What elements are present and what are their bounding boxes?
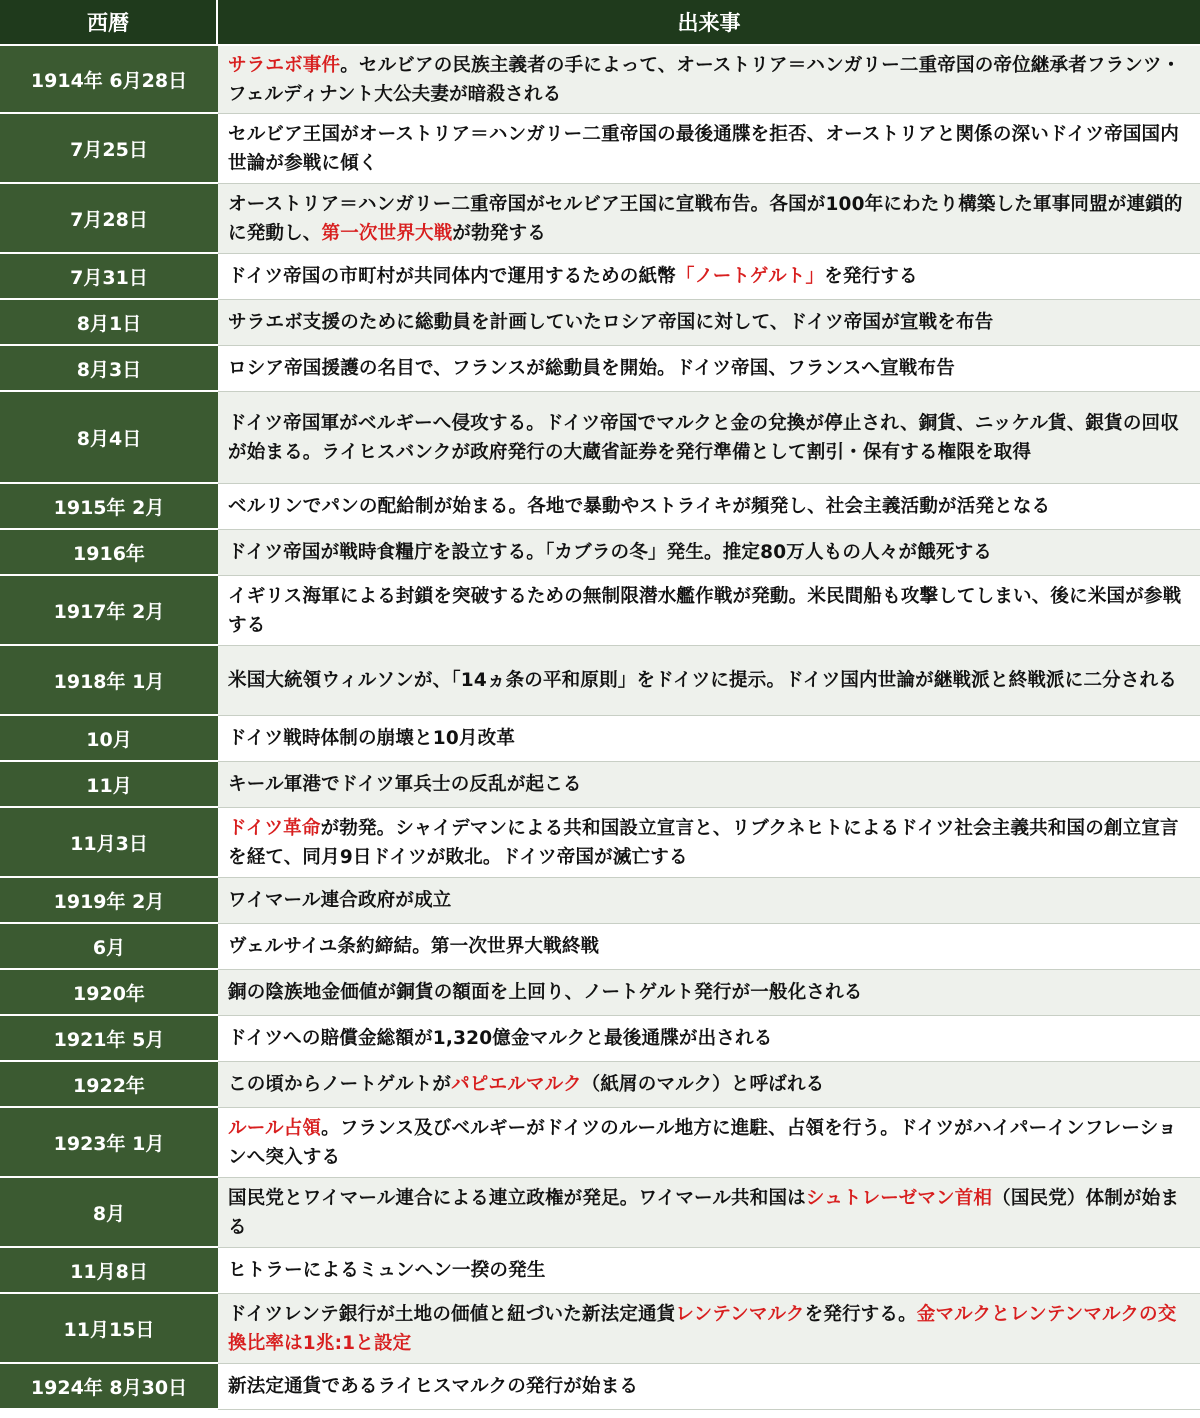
- row-date: 1922年: [0, 1062, 218, 1108]
- highlight-term: パピエルマルク: [451, 1074, 582, 1095]
- row-date: 11月8日: [0, 1248, 218, 1294]
- header-event: 出来事: [218, 0, 1200, 46]
- event-segment: ベルリンでパンの配給制が始まる。各地で暴動やストライキが頻発し、社会主義活動が活発となる: [228, 496, 1051, 517]
- event-text: [228, 308, 993, 337]
- row-date: 1923年 1月: [0, 1108, 218, 1178]
- row-event: [218, 1108, 1200, 1178]
- event-segment: オーストリア＝ハンガリー二重帝国がセルビア王国に宣戦布告。各国が100年にわたり構築した軍事同盟が連鎖的に発動し、: [228, 193, 1183, 244]
- event-segment: ドイツ帝国が戦時食糧庁を設立する。「カブラの冬」発生。推定80万人もの人々が餓死する: [228, 542, 992, 563]
- header-year: 西暦: [0, 0, 218, 46]
- row-date: 7月25日: [0, 114, 218, 184]
- row-event: [218, 924, 1200, 970]
- event-text: [228, 190, 1194, 248]
- event-text: [228, 120, 1194, 178]
- row-event: [218, 878, 1200, 924]
- event-text: [228, 770, 582, 799]
- highlight-term: レンテンマルク: [675, 1303, 805, 1325]
- row-event: [218, 300, 1200, 346]
- event-segment: 米国大統領ウィルソンが、「14ヵ条の平和原則」をドイツに提示。ドイツ国内世論が継戦派と終戦派に二分される: [228, 670, 1177, 691]
- event-segment: ヴェルサイユ条約締結。第一次世界大戦終戦: [228, 936, 600, 957]
- event-text: [228, 1184, 1194, 1242]
- event-text: [228, 492, 1050, 521]
- highlight-term: ドイツ革命: [228, 817, 321, 839]
- event-segment: この頃からノートゲルトが: [228, 1074, 452, 1095]
- row-event: [218, 716, 1200, 762]
- row-event: [218, 254, 1200, 300]
- row-date: 1920年: [0, 970, 218, 1016]
- event-segment: を発行する: [824, 266, 918, 287]
- event-text: [228, 1256, 546, 1285]
- event-text: [228, 1070, 824, 1099]
- event-segment: が勃発する: [452, 222, 546, 244]
- row-event: [218, 762, 1200, 808]
- event-text: [228, 1024, 772, 1053]
- row-event: [218, 1016, 1200, 1062]
- event-text: [228, 51, 1194, 109]
- event-segment: ドイツ帝国軍がベルギーへ侵攻する。ドイツ帝国でマルクと金の兌換が停止され、銅貨、ニッケル貨、銀貨の回収が始まる。ライヒスバンクが政府発行の大蔵省証券を発行準備として割引・保有する権限を取得: [228, 412, 1179, 463]
- row-date: 1917年 2月: [0, 576, 218, 646]
- row-date: 8月: [0, 1178, 218, 1248]
- event-text: [228, 1114, 1194, 1172]
- highlight-term: ルール占領: [228, 1117, 322, 1139]
- row-date: 11月3日: [0, 808, 218, 878]
- row-date: 8月3日: [0, 346, 218, 392]
- event-segment: 国民党とワイマール連合による連立政権が発足。ワイマール共和国は: [228, 1187, 806, 1209]
- event-text: [228, 666, 1177, 695]
- row-date: 8月4日: [0, 392, 218, 484]
- event-segment: ロシア帝国援護の名目で、フランスが総動員を開始。ドイツ帝国、フランスへ宣戦布告: [228, 358, 955, 379]
- event-text: [228, 354, 955, 383]
- event-text: [228, 262, 918, 291]
- event-text: [228, 724, 515, 753]
- event-segment: 。セルビアの民族主義者の手によって、オーストリア＝ハンガリー二重帝国の帝位継承者フランツ・フェルディナント大公夫妻が暗殺される: [228, 54, 1181, 105]
- event-segment: ドイツへの賠償金総額が1,320億金マルクと最後通牒が出される: [228, 1028, 773, 1049]
- row-event: [218, 46, 1200, 114]
- row-event: [218, 184, 1200, 254]
- row-event: [218, 114, 1200, 184]
- row-date: 1921年 5月: [0, 1016, 218, 1062]
- event-segment: ワイマール連合政府が成立: [228, 890, 452, 911]
- row-event: [218, 970, 1200, 1016]
- row-event: [218, 346, 1200, 392]
- row-event: [218, 1364, 1200, 1410]
- row-date: 1918年 1月: [0, 646, 218, 716]
- event-segment: ドイツレンテ銀行が土地の価値と紐づいた新法定通貨: [228, 1303, 676, 1325]
- event-text: [228, 978, 863, 1007]
- highlight-term: 金マルクとレンテンマルクの交換比率は1兆:1と設定: [228, 1303, 1177, 1354]
- event-segment: ドイツ帝国の市町村が共同体内で運用するための紙幣: [228, 266, 676, 287]
- event-segment: キール軍港でドイツ軍兵士の反乱が起こる: [228, 774, 582, 795]
- row-event: [218, 1248, 1200, 1294]
- row-event: [218, 576, 1200, 646]
- row-event: [218, 484, 1200, 530]
- row-event: [218, 1062, 1200, 1108]
- event-text: [228, 409, 1194, 467]
- event-segment: が勃発。シャイデマンによる共和国設立宣言と、リブクネヒトによるドイツ社会主義共和国の創立宣言を経て、同月9日ドイツが敗北。ドイツ帝国が滅亡する: [228, 817, 1179, 868]
- event-text: [228, 932, 599, 961]
- row-event: [218, 1294, 1200, 1364]
- event-segment: （紙屑のマルク）と呼ばれる: [581, 1074, 825, 1095]
- row-date: 1919年 2月: [0, 878, 218, 924]
- row-event: [218, 808, 1200, 878]
- event-segment: セルビア王国がオーストリア＝ハンガリー二重帝国の最後通牒を拒否、オーストリアと関係の深いドイツ帝国国内世論が参戦に傾く: [228, 123, 1179, 174]
- event-segment: 新法定通貨であるライヒスマルクの発行が始まる: [228, 1376, 639, 1397]
- row-event: [218, 530, 1200, 576]
- row-date: 6月: [0, 924, 218, 970]
- event-segment: サラエボ支援のために総動員を計画していたロシア帝国に対して、ドイツ帝国が宣戦を布告: [228, 312, 994, 333]
- event-text: [228, 1300, 1194, 1358]
- event-segment: ヒトラーによるミュンヘン一揆の発生: [228, 1260, 546, 1281]
- event-text: [228, 538, 992, 567]
- row-date: 11月: [0, 762, 218, 808]
- event-text: [228, 1372, 638, 1401]
- row-event: [218, 392, 1200, 484]
- row-date: 11月15日: [0, 1294, 218, 1364]
- row-date: 8月1日: [0, 300, 218, 346]
- event-segment: 銅の陰族地金価値が銅貨の額面を上回り、ノートゲルト発行が一般化される: [228, 982, 863, 1003]
- highlight-term: シュトレーゼマン首相: [805, 1187, 993, 1209]
- row-event: [218, 646, 1200, 716]
- row-date: 1914年 6月28日: [0, 46, 218, 114]
- row-date: 10月: [0, 716, 218, 762]
- event-segment: 。フランス及びベルギーがドイツのルール地方に進駐、占領を行う。ドイツがハイパーインフレーションへ突入する: [228, 1117, 1177, 1168]
- event-segment: （国民党）体制が始まる: [228, 1187, 1180, 1238]
- row-date: 1924年 8月30日: [0, 1364, 218, 1410]
- event-text: [228, 814, 1194, 872]
- event-segment: イギリス海軍による封鎖を突破するための無制限潜水艦作戦が発動。米民間船も攻撃してしまい、後に米国が参戦する: [228, 585, 1182, 636]
- row-event: [218, 1178, 1200, 1248]
- row-date: 7月28日: [0, 184, 218, 254]
- highlight-term: サラエボ事件: [228, 54, 341, 76]
- highlight-term: 第一次世界大戦: [321, 222, 453, 244]
- row-date: 1915年 2月: [0, 484, 218, 530]
- row-date: 1916年: [0, 530, 218, 576]
- event-text: [228, 886, 451, 915]
- event-segment: を発行する。: [804, 1303, 917, 1325]
- event-text: [228, 582, 1194, 640]
- highlight-term: 「ノートゲルト」: [675, 266, 825, 287]
- event-segment: ドイツ戦時体制の崩壊と10月改革: [228, 728, 516, 749]
- row-date: 7月31日: [0, 254, 218, 300]
